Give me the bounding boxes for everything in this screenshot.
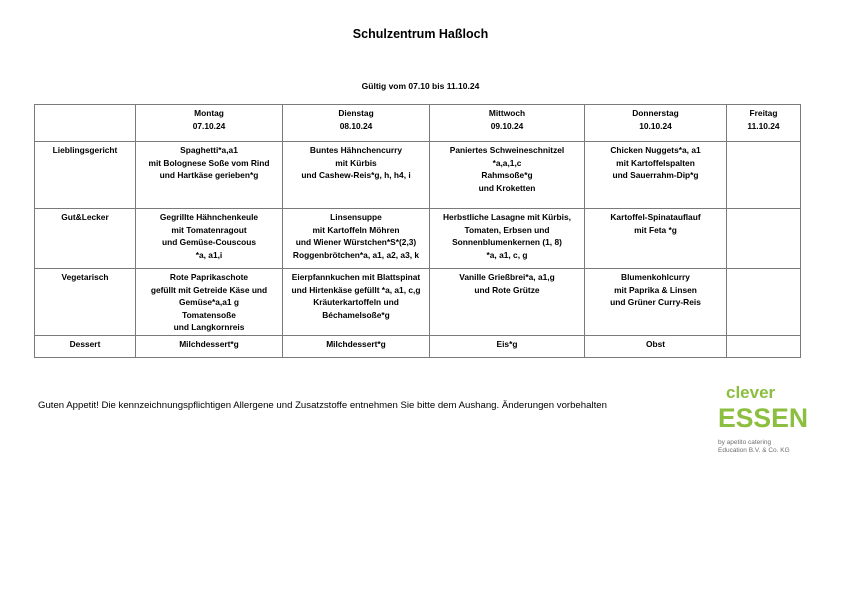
dish-line: Linsensuppe xyxy=(330,212,382,222)
dish-line: Eierpfannkuchen mit Blattspinat xyxy=(291,272,421,282)
dish-line: *a,a,1,c xyxy=(492,157,522,168)
day-date: 10.10.24 xyxy=(639,120,672,131)
dish-line: und Hirtenkäse gefüllt *a, a1, c,g xyxy=(291,284,421,295)
menu-cell xyxy=(430,335,585,357)
dish-line: Sonnenblumenkernen (1, 8) xyxy=(452,237,562,247)
dish-line: Blumenkohlcurry xyxy=(621,272,690,282)
menu-cell xyxy=(283,335,430,357)
logo-byline xyxy=(718,439,818,455)
menu-cell xyxy=(136,269,283,336)
day-date: 07.10.24 xyxy=(192,120,226,131)
dish-line: Eis*g xyxy=(496,338,518,349)
weekly-menu-table xyxy=(34,104,801,358)
day-header-tuesday xyxy=(283,105,430,142)
dish-line: mit Bolognese Soße vom Rind xyxy=(148,157,270,168)
day-name: Donnerstag xyxy=(632,108,679,118)
day-date: 11.10.24 xyxy=(747,120,780,131)
dish-line: mit Kürbis xyxy=(335,157,377,168)
dish-line: und Sauerrahm-Dip*g xyxy=(612,170,699,180)
menu-cell xyxy=(136,335,283,357)
day-name: Freitag xyxy=(749,108,778,118)
day-name: Montag xyxy=(194,108,224,118)
dish-line: Vanille Grießbrei*a, a1,g xyxy=(459,272,555,282)
menu-cell xyxy=(585,209,727,269)
dish-line: mit Kartoffeln Möhren xyxy=(312,224,400,235)
day-date: 09.10.24 xyxy=(490,120,524,131)
menu-cell xyxy=(136,209,283,269)
clever-essen-logo xyxy=(718,381,818,461)
menu-cell-empty xyxy=(727,209,801,269)
footer-note: Guten Appetit! Die kennzeichnungspflichtigen Allergene und Zusatzstoffe entnehmen Sie bitte dem Aushang. Änderungen vorbehalten xyxy=(38,400,607,411)
menu-cell xyxy=(585,269,727,336)
day-header-wednesday xyxy=(430,105,585,142)
menu-row-gut-lecker xyxy=(35,209,801,269)
dish-line: und Gemüse-Couscous xyxy=(162,237,256,247)
dish-line: und Wiener Würstchen*S*(2,3) xyxy=(295,237,417,247)
menu-cell xyxy=(283,209,430,269)
row-label: Dessert xyxy=(35,335,136,357)
corner-cell xyxy=(35,105,136,142)
menu-cell-empty xyxy=(727,269,801,336)
dish-line: Kräuterkartoffeln und xyxy=(313,297,399,307)
dish-line: Milchdessert*g xyxy=(326,338,386,349)
menu-row-dessert xyxy=(35,335,801,357)
dish-line: Herbstliche Lasagne mit Kürbis, xyxy=(443,212,571,222)
day-header-friday xyxy=(727,105,801,142)
dish-line: Obst xyxy=(645,338,666,349)
dish-line: Kartoffel-Spinatauflauf xyxy=(610,212,701,222)
dish-line: Rahmsoße*g xyxy=(481,170,533,180)
menu-cell xyxy=(136,142,283,209)
logo-byline-1: by apetito catering xyxy=(718,439,772,446)
dish-line: Gegrillte Hähnchenkeule xyxy=(159,212,259,222)
dish-line: und Hartkäse gerieben*g xyxy=(159,170,259,180)
dish-line: Tomaten, Erbsen und xyxy=(464,224,550,235)
table-header-row xyxy=(35,105,801,142)
dish-line: mit Feta *g xyxy=(634,224,677,235)
dish-line: Béchamelsoße*g xyxy=(322,309,390,320)
dish-line: mit Tomatenragout xyxy=(171,224,247,235)
dish-line: und Kroketten xyxy=(478,182,536,193)
menu-row-vegetarisch xyxy=(35,269,801,336)
logo-word-main: ESSEN xyxy=(718,403,808,433)
menu-cell xyxy=(585,142,727,209)
validity-period: Gültig vom 07.10 bis 11.10.24 xyxy=(361,81,480,91)
day-header-monday xyxy=(136,105,283,142)
dish-line: Milchdessert*g xyxy=(179,338,239,349)
dish-line: und Rote Grütze xyxy=(474,284,540,295)
dish-line: und Cashew-Reis*g, h, h4, i xyxy=(301,170,411,180)
menu-cell xyxy=(430,142,585,209)
day-date: 08.10.24 xyxy=(339,120,373,131)
row-label: Vegetarisch xyxy=(35,269,136,336)
dish-line: *a, a1, c, g xyxy=(486,249,528,260)
dish-line: und Grüner Curry-Reis xyxy=(610,297,701,307)
dish-line: Roggenbrötchen*a, a1, a2, a3, k xyxy=(292,249,420,260)
dish-line: mit Kartoffelspalten xyxy=(616,157,695,168)
day-name: Dienstag xyxy=(338,108,374,118)
dish-line: Gemüse*a,a1 g xyxy=(178,297,240,307)
logo-word-top: clever xyxy=(726,383,776,402)
menu-cell-empty xyxy=(727,335,801,357)
row-label: Lieblingsgericht xyxy=(35,142,136,209)
dish-line: Rote Paprikaschote xyxy=(169,272,249,282)
row-label: Gut&Lecker xyxy=(35,209,136,269)
page-title: Schulzentrum Haßloch xyxy=(352,27,489,41)
menu-cell xyxy=(283,269,430,336)
day-name: Mittwoch xyxy=(488,108,526,118)
menu-cell xyxy=(283,142,430,209)
menu-cell-empty xyxy=(727,142,801,209)
dish-line: Paniertes Schweineschnitzel xyxy=(449,145,565,155)
dish-line: Tomatensoße xyxy=(182,309,236,320)
dish-line: mit Paprika & Linsen xyxy=(614,284,697,295)
logo-graphic xyxy=(718,381,818,439)
dish-line: und Langkornreis xyxy=(173,322,245,332)
logo-byline-2: Education B.V. & Co. KG xyxy=(718,447,790,454)
dish-line: Chicken Nuggets*a, a1 xyxy=(610,145,701,155)
dish-line: gefüllt mit Getreide Käse und xyxy=(150,284,268,295)
dish-line: Buntes Hähnchencurry xyxy=(309,145,403,155)
menu-cell xyxy=(430,269,585,336)
day-header-thursday xyxy=(585,105,727,142)
menu-cell xyxy=(585,335,727,357)
menu-cell xyxy=(430,209,585,269)
menu-row-lieblingsgericht xyxy=(35,142,801,209)
dish-line: *a, a1,i xyxy=(195,249,223,260)
dish-line: Spaghetti*a,a1 xyxy=(180,145,238,155)
